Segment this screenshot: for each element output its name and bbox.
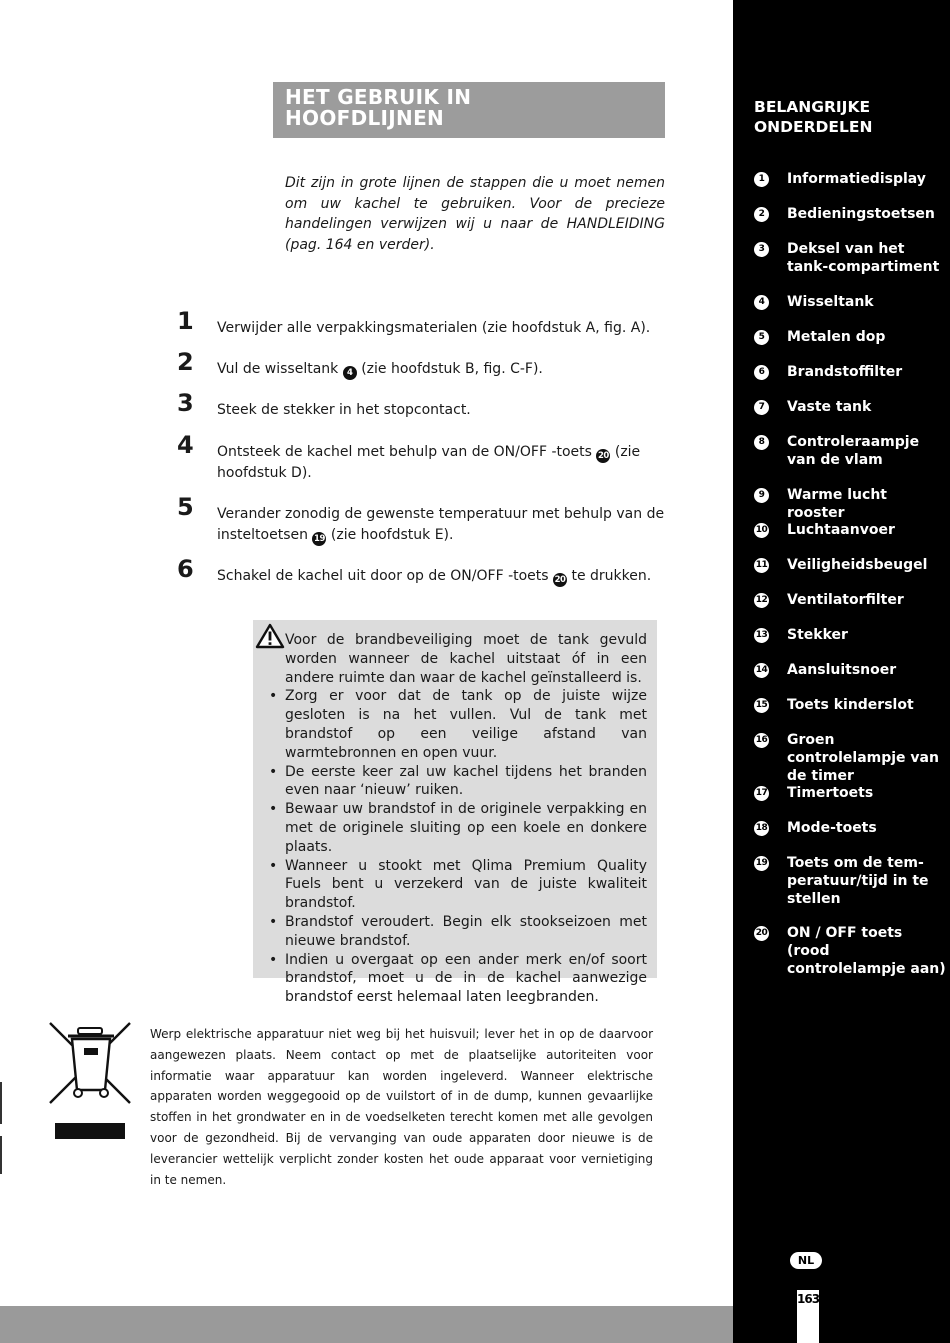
step-text-after: te drukken. (571, 568, 652, 584)
part-number: 9 (754, 488, 769, 503)
warning-item: • Bewaar uw brandstof in de originele verpakking en met de originele sluiting op een koele en donkere plaats. (269, 801, 647, 855)
part-label: Veiligheidsbeugel (787, 557, 928, 573)
step-text: Steek de stekker in het stopcontact. (217, 402, 471, 418)
step-number: 4 (177, 431, 194, 459)
part-number: 12 (754, 593, 769, 608)
bullet-icon: • (269, 857, 278, 874)
footer-bar (0, 1306, 733, 1343)
part-number: 4 (754, 295, 769, 310)
step-number: 3 (177, 389, 194, 417)
warning-item: • De eerste keer zal uw kachel tijdens het branden even naar ‘nieuw’ ruiken. (269, 763, 647, 799)
part-number: 8 (754, 435, 769, 450)
step-text (217, 442, 667, 484)
warning-item: Voor de brandbeveiliging moet de tank gevuld worden wanneer de kachel uitstaat óf in een andere ruimte dan waar de kachel geïnstalleerd is. (285, 632, 647, 686)
part-label: Timertoets (787, 785, 874, 801)
step-number: 2 (177, 348, 194, 376)
parts-list (733, 0, 950, 1000)
part-number: 3 (754, 242, 769, 257)
warning-list (267, 631, 647, 1007)
part-reference-number: 4 (343, 366, 357, 380)
part-label: Ventilatorfilter (787, 592, 904, 608)
intro-paragraph: Dit zijn in grote lijnen de stappen die u moet nemen om uw kachel te gebruiken. Voor de precieze handelingen verwijzen wij u naar de HANDLEIDING (pag. 164 en verder). (285, 175, 665, 253)
part-number: 10 (754, 523, 769, 538)
step-text-before: Verander zonodig de gewenste temperatuur met behulp van de insteltoetsen (217, 506, 665, 543)
bullet-icon: • (269, 913, 278, 930)
warning-item: • Wanneer u stookt met Qlima Premium Quality Fuels bent u verzekerd van de juiste kwaliteit brandstof. (269, 857, 647, 912)
part-label: Toets kinderslot (787, 697, 914, 713)
step-text (217, 566, 667, 587)
page-title-line1: HET GEBRUIK IN (285, 85, 472, 109)
part-number: 15 (754, 698, 769, 713)
step-text-after: (zie hoofdstuk E). (330, 526, 454, 543)
step-text: Verwijder alle verpakkingsmaterialen (zie hoofdstuk A, fig. A). (217, 320, 651, 336)
part-reference-number: 20 (597, 451, 609, 461)
part-label: Luchtaanvoer (787, 522, 895, 538)
page-title-line2: HOOFDLIJNEN (285, 106, 445, 130)
part-label: Warme lucht rooster (787, 487, 887, 521)
bullet-icon: • (269, 801, 278, 818)
step-text-after: (zie hoofdstuk D). (217, 444, 641, 481)
part-number: 13 (754, 628, 769, 643)
part-reference-number: 19 (314, 533, 325, 544)
part-label: Aansluitsnoer (787, 662, 897, 678)
part-label: Controleraampje van de vlam (787, 434, 920, 468)
part-number: 7 (754, 400, 769, 415)
page-title (273, 82, 665, 138)
step-text-before: Schakel de kachel uit door op de ON/OFF -toets (217, 568, 549, 584)
part-label: Metalen dop (787, 329, 886, 345)
step-number: 6 (177, 555, 194, 583)
bullet-icon: • (269, 763, 278, 780)
step-number: 5 (177, 493, 194, 521)
bullet-icon: • (269, 688, 278, 705)
part-label: Deksel van het tank-compartiment (787, 241, 940, 275)
bullet-icon: • (269, 951, 278, 968)
part-number: 18 (754, 821, 769, 836)
margin-mark (0, 1082, 2, 1124)
sidebar (733, 0, 950, 1343)
step-text-after: (zie hoofdstuk B, fig. C-F). (361, 361, 543, 377)
language-badge: NL (790, 1252, 822, 1269)
part-number: 1 (754, 172, 769, 187)
step-text (217, 359, 667, 380)
part-label: Informatiedisplay (787, 171, 926, 187)
part-label: Brandstoffilter (787, 364, 903, 380)
part-number: 16 (754, 733, 769, 748)
warning-item: • Brandstof veroudert. Begin elk stookseizoen met nieuwe brandstof. (269, 913, 647, 949)
step-text-before: Ontsteek de kachel met behulp van de ON/OFF -toets (217, 444, 592, 460)
part-number: 20 (754, 926, 769, 941)
warning-box (253, 620, 657, 1006)
part-label: Mode-toets (787, 820, 877, 836)
part-label: Stekker (787, 627, 848, 643)
part-reference-number: 20 (554, 575, 566, 585)
step-text-before: Vul de wisseltank (217, 361, 339, 377)
part-number: 19 (754, 856, 769, 871)
part-label: Groen controlelampje van de timer (787, 732, 939, 784)
part-number: 5 (754, 330, 769, 345)
part-number: 2 (754, 207, 769, 222)
sidebar-title-line1: BELANGRIJKE (754, 98, 871, 116)
part-number: 14 (754, 663, 769, 678)
page-number: 163 (797, 1290, 819, 1343)
part-number: 17 (754, 786, 769, 801)
part-label: Wisseltank (787, 294, 874, 310)
step-number: 1 (177, 307, 194, 335)
part-label: ON / OFF toets (rood controlelampje aan) (787, 925, 946, 977)
part-number: 6 (754, 365, 769, 380)
step-text (217, 504, 667, 546)
part-number: 11 (754, 558, 769, 573)
crossed-out-bin-icon (48, 1020, 134, 1142)
warning-item: • Zorg er voor dat de tank op de juiste wijze gesloten is na het vullen. Vul de tank met brandstof op een veilige afstand van warmtebronnen en open vuur. (269, 688, 647, 761)
margin-mark (0, 1136, 2, 1174)
part-label: Bedieningstoetsen (787, 206, 935, 222)
warning-item: • Indien u overgaat op een ander merk en/of soort brandstof, moet u de in de kachel aanwezige brandstof eerst helemaal laten leegbranden. (269, 951, 647, 1006)
weee-disposal-notice: Werp elektrische apparatuur niet weg bij het huisvuil; lever het in op de daarvoor aangewezen plaats. Neem contact op met de plaatselijke autoriteiten voor informatie waar apparatuur kan worden ingeleverd. Wanneer elektrische apparaten worden weggegooid op de vuilstort of in de dump, kunnen gevaarlijke stoffen in het grondwater en in de voedselketen terecht komen met alle gevolgen voor de gezondheid. Bij de vervanging van oude apparaten door nieuwe is de leverancier wettelijk verplicht zonder kosten het oude apparaat voor vernietiging in te nemen. (150, 1027, 653, 1187)
sidebar-title-line2: ONDERDELEN (754, 118, 873, 136)
part-label: Toets om de tem-peratuur/tijd in te stellen (787, 855, 929, 907)
part-label: Vaste tank (787, 399, 872, 415)
